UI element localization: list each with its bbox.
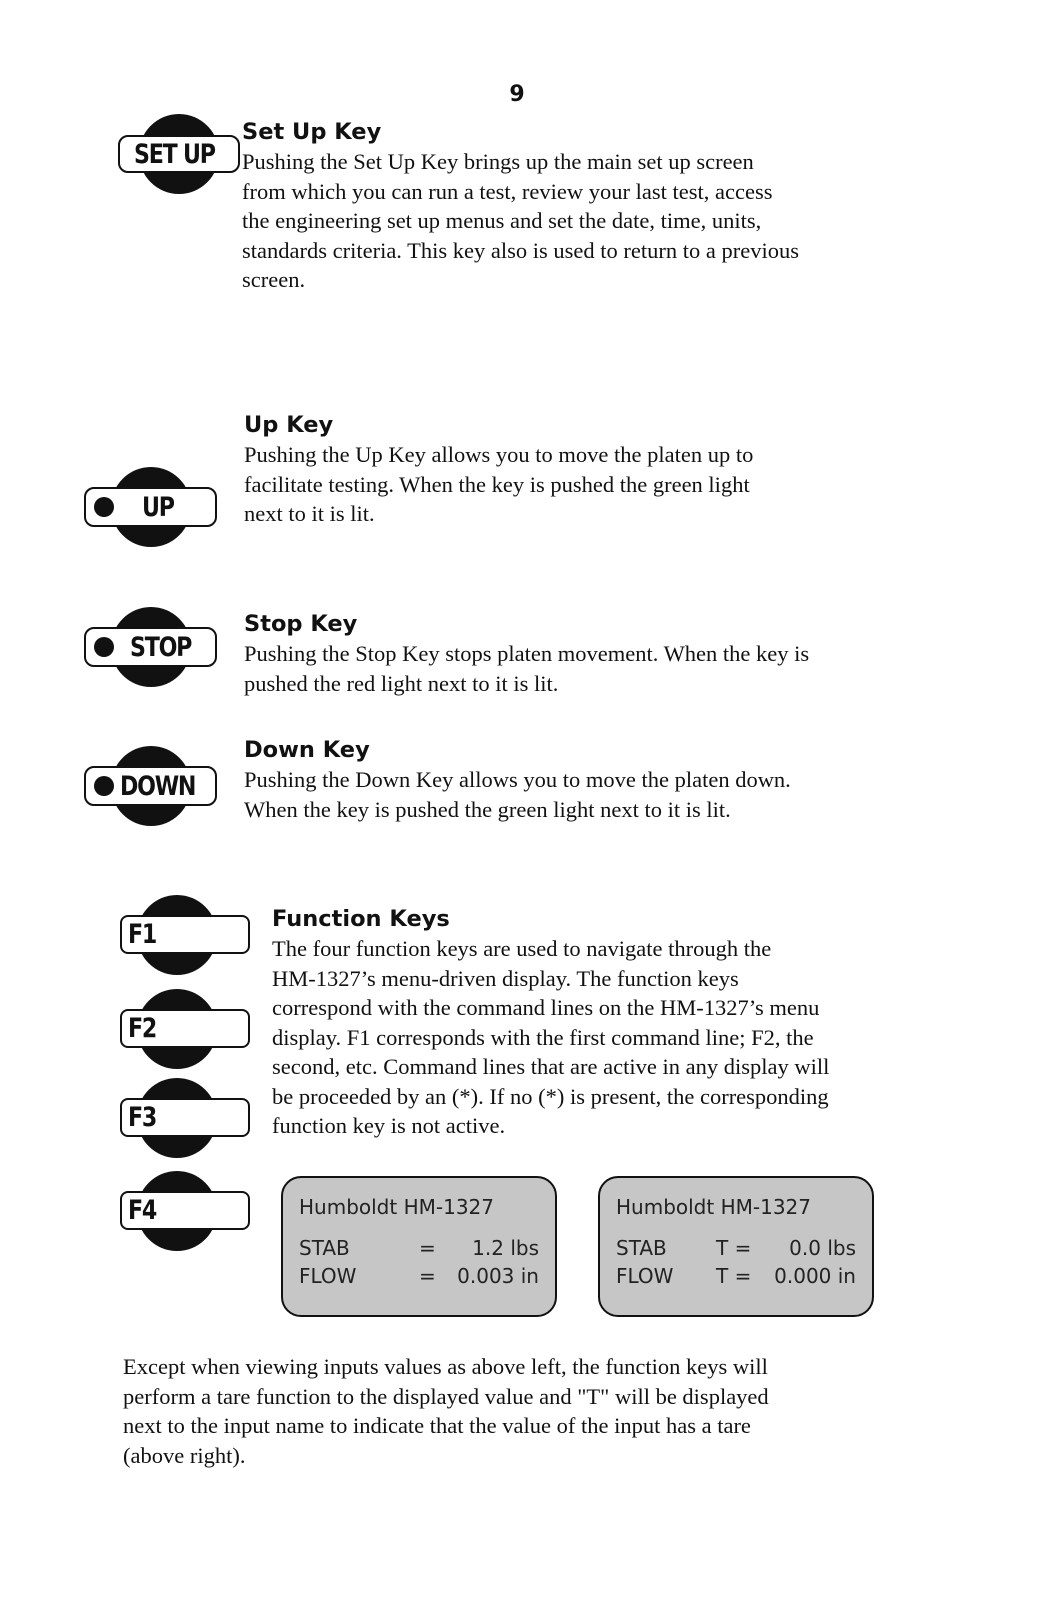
down-key-led bbox=[94, 776, 114, 796]
lcd-title: Humboldt HM-1327 bbox=[616, 1195, 811, 1219]
lcd-display-tare bbox=[598, 1176, 874, 1317]
lcd-display-input bbox=[281, 1176, 557, 1317]
f3-key bbox=[120, 1078, 255, 1158]
footer-body: Except when viewing inputs values as above left, the function keys will perform a tare function to the displayed value and "T" will be displayed next to the input name to indicate that the value of the input has a tare (above right). bbox=[123, 1354, 769, 1468]
f4-key-label: F4 bbox=[128, 1195, 157, 1226]
setup-heading: Set Up Key bbox=[242, 119, 382, 145]
setup-section bbox=[242, 117, 942, 295]
down-key bbox=[84, 746, 217, 826]
lcd-row-flow bbox=[616, 1262, 856, 1290]
f3-key-pill bbox=[120, 1098, 250, 1137]
lcd-row-name: FLOW bbox=[299, 1264, 357, 1288]
lcd-row-value: 0.0 lbs bbox=[789, 1236, 856, 1260]
up-key bbox=[84, 467, 217, 547]
function-section bbox=[272, 904, 972, 1141]
lcd-row-name: STAB bbox=[616, 1236, 667, 1260]
f2-key-pill bbox=[120, 1009, 250, 1048]
down-section bbox=[244, 735, 944, 824]
lcd-row-stab bbox=[299, 1234, 539, 1262]
up-key-label: UP bbox=[142, 491, 174, 523]
f4-key-pill bbox=[120, 1191, 250, 1230]
up-key-led bbox=[94, 497, 114, 517]
page-number: 9 bbox=[509, 82, 525, 107]
lcd-row-name: FLOW bbox=[616, 1264, 674, 1288]
f2-key bbox=[120, 989, 255, 1069]
function-heading: Function Keys bbox=[272, 906, 450, 932]
down-key-label: DOWN bbox=[120, 770, 196, 802]
stop-key-pill bbox=[84, 627, 217, 667]
up-heading: Up Key bbox=[244, 412, 334, 438]
f3-key-label: F3 bbox=[128, 1102, 157, 1133]
up-key-pill bbox=[84, 487, 217, 527]
lcd-row-op: T = bbox=[716, 1264, 752, 1288]
down-heading: Down Key bbox=[244, 737, 370, 763]
stop-key-label: STOP bbox=[130, 631, 192, 663]
function-body: The four function keys are used to navigate through the HM-1327’s menu-driven display. The function keys correspond with the command lines on the HM-1327’s menu display. F1 corresponds with the first command line; F2, the second, etc. Command lines that are active in any display will be proceeded by an (*). If no (*) is present, the corresponding function key is not active. bbox=[272, 936, 830, 1138]
lcd-title: Humboldt HM-1327 bbox=[299, 1195, 494, 1219]
up-section bbox=[244, 410, 944, 529]
f2-key-label: F2 bbox=[128, 1013, 157, 1044]
lcd-row-value: 1.2 lbs bbox=[472, 1236, 539, 1260]
stop-key bbox=[84, 607, 217, 687]
down-body: Pushing the Down Key allows you to move the platen down. When the key is pushed the green light next to it is lit. bbox=[244, 767, 791, 822]
setup-key-pill bbox=[118, 135, 240, 173]
lcd-row-value: 0.000 in bbox=[774, 1264, 856, 1288]
footer-section bbox=[123, 1352, 943, 1470]
lcd-row-name: STAB bbox=[299, 1236, 350, 1260]
lcd-row-stab bbox=[616, 1234, 856, 1262]
setup-body: Pushing the Set Up Key brings up the main set up screen from which you can run a test, review your last test, access the engineering set up menus and set the date, time, units, standards criteria. This key also is used to return to a previous screen. bbox=[242, 149, 799, 292]
stop-key-led bbox=[94, 637, 114, 657]
f1-key-pill bbox=[120, 915, 250, 954]
stop-section bbox=[244, 609, 944, 698]
f4-key bbox=[120, 1171, 255, 1251]
down-key-pill bbox=[84, 766, 217, 806]
lcd-row-op: = bbox=[419, 1264, 436, 1288]
setup-key-label: SET UP bbox=[134, 138, 215, 170]
lcd-row-op: = bbox=[419, 1236, 436, 1260]
lcd-row-value: 0.003 in bbox=[457, 1264, 539, 1288]
lcd-row-flow bbox=[299, 1262, 539, 1290]
setup-key bbox=[118, 114, 240, 194]
stop-heading: Stop Key bbox=[244, 611, 358, 637]
f1-key-label: F1 bbox=[128, 919, 157, 950]
f1-key bbox=[120, 895, 255, 975]
up-body: Pushing the Up Key allows you to move the platen up to facilitate testing. When the key is pushed the green light next to it is lit. bbox=[244, 442, 754, 526]
lcd-row-op: T = bbox=[716, 1236, 752, 1260]
stop-body: Pushing the Stop Key stops platen movement. When the key is pushed the red light next to it is lit. bbox=[244, 641, 810, 696]
